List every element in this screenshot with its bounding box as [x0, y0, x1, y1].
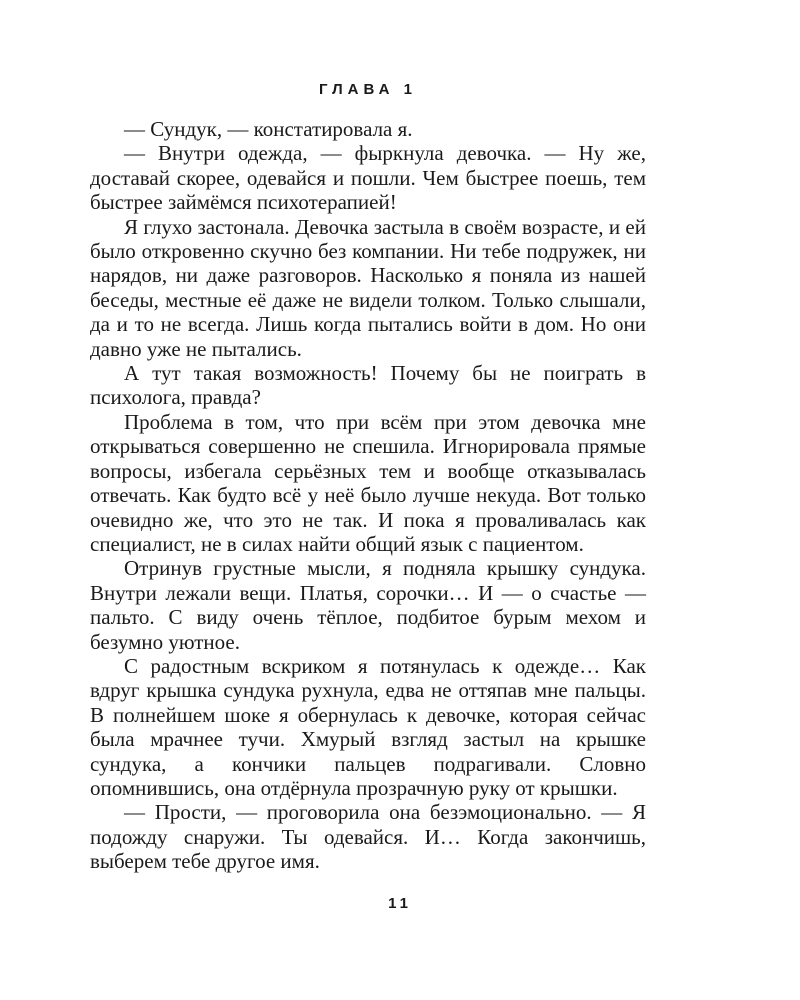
- paragraph: Я глухо застонала. Девочка застыла в своём возрасте, и ей было откровенно скучно без компании. Ни тебе подружек, ни нарядов, ни даже разговоров. Насколько я поняла из нашей беседы, местные её даже не видели толком. Только слышали, да и то не всегда. Лишь когда пытались войти в дом. Но они давно уже не пытались.: [90, 214, 646, 361]
- paragraph: Отринув грустные мысли, я подняла крышку сундука. Внутри лежали вещи. Платья, сорочки… И — о счастье — пальто. С виду очень тёплое, подбитое бурым мехом и безумно уютное.: [90, 556, 646, 654]
- paragraph: Проблема в том, что при всём при этом девочка мне открываться совершенно не спешила. Игнорировала прямые вопросы, избегала серьёзных тем и вообще отказывалась отвечать. Как будто всё у неё было лучше некуда. Вот только очевидно же, что это не так. И пока я проваливалась как специалист, не в силах найти общий язык с пациентом.: [90, 409, 646, 556]
- paragraph: — Прости, — проговорила она безэмоционально. — Я подожду снаружи. Ты одевайся. И… Когда закончишь, выберем тебе другое имя.: [90, 800, 646, 874]
- book-page: [90, 80, 646, 874]
- paragraph: — Внутри одежда, — фыркнула девочка. — Ну же, доставай скорее, одевайся и пошли. Чем быстрее поешь, тем быстрее займёмся психотерапией!: [90, 141, 646, 215]
- paragraph: А тут такая возможность! Почему бы не поиграть в психолога, правда?: [90, 361, 646, 410]
- paragraph: — Сундук, — констатировала я.: [124, 117, 413, 141]
- chapter-heading: ГЛАВА 1: [319, 81, 417, 98]
- page-number: 11: [388, 895, 412, 912]
- paragraph: С радостным вскриком я потянулась к одежде… Как вдруг крышка сундука рухнула, едва не оттяпав мне пальцы. В полнейшем шоке я обернулась к девочке, которая сейчас была мрачнее тучи. Хмурый взгляд застыл на крышке сундука, а кончики пальцев подрагивали. Словно опомнившись, она отдёрнула прозрачную руку от крышки.: [90, 653, 646, 800]
- chapter-body: [90, 117, 646, 874]
